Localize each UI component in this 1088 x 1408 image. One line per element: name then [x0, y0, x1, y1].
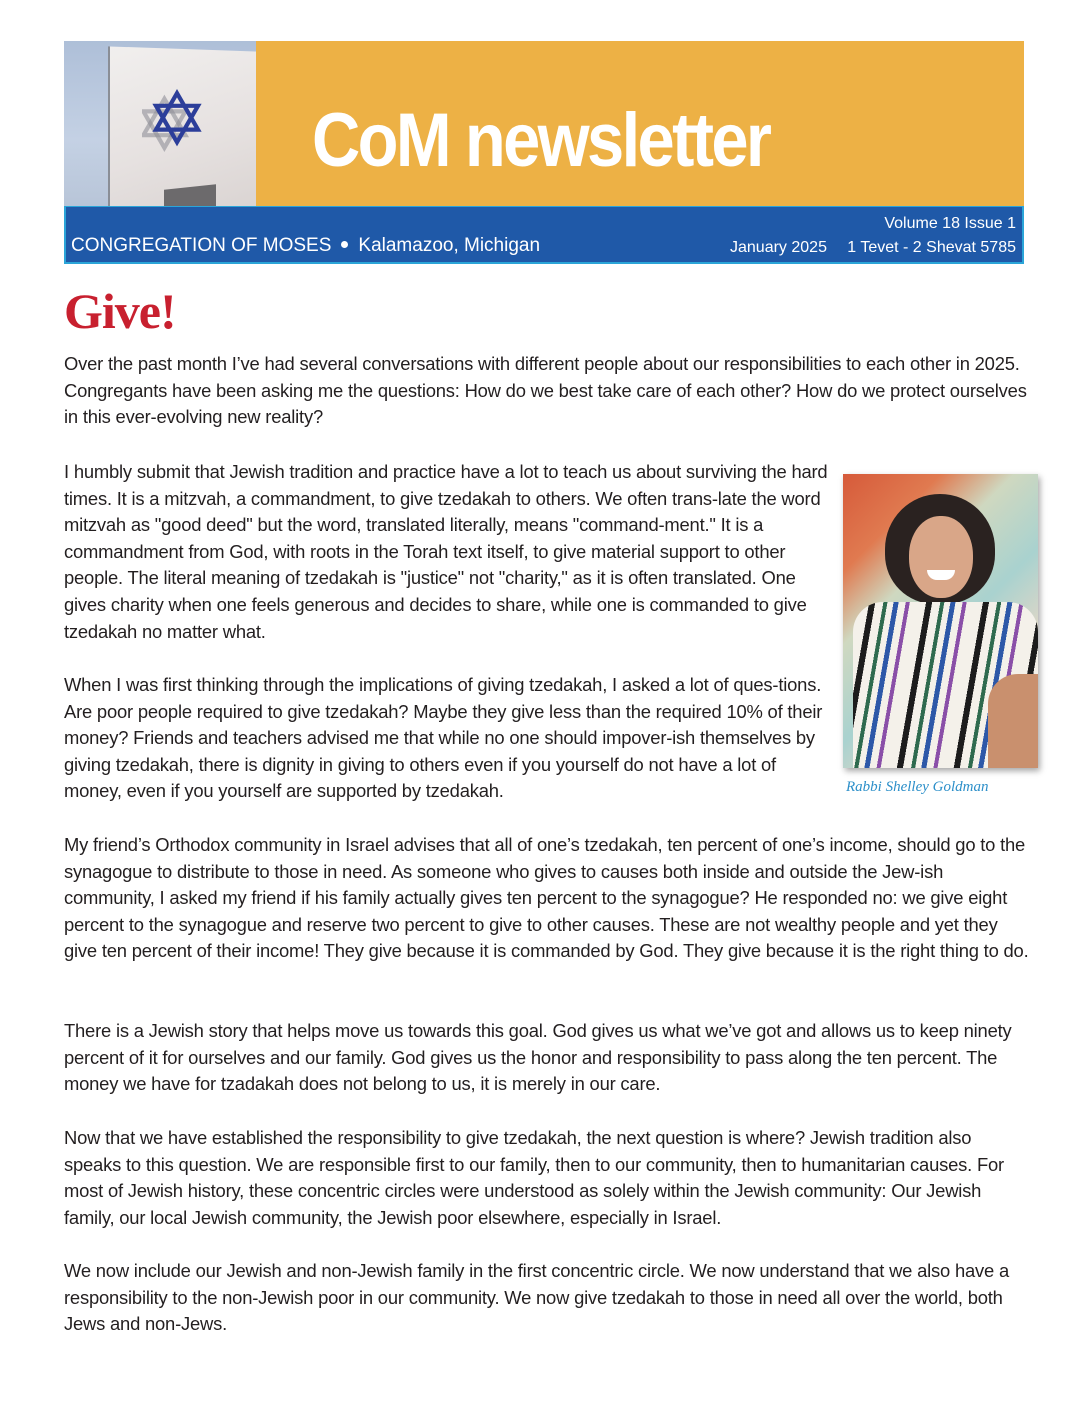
paragraph-text: There is a Jewish story that helps move us towards this goal. God gives us what we’ve got and allows us to keep ninety percent of it for ourselves and our family. God gives us the honor and responsibility to pass along the ten percent. The money we have for tzadakah does not belong to us, it is merely in our care.: [64, 1020, 1012, 1095]
article-paragraph: [64, 1125, 1029, 1231]
article-paragraph: [64, 459, 829, 645]
hebrew-date: 1 Tevet - 2 Shevat 5785: [847, 239, 1016, 256]
issue-date: January 2025: [730, 239, 827, 256]
article-paragraph: [64, 1018, 1029, 1098]
paragraph-text: When I was first thinking through the implications of giving tzedakah, I asked a lot of ques-tions. Are poor people required to give tzedakah? Maybe they give less than the required 10% of their money? Friends and teachers advised me that while no one should impover-ish themselves by giving tzedakah, there is dignity in giving to others even if you yourself do not have a lot of money, even if you yourself are supported by tzedakah.: [64, 674, 823, 802]
paragraph-text: Over the past month I’ve had several conversations with different people about our responsibilities to each other in 2025. Congregants have been asking me the questions: How do we best take care of each other? How do we protect ourselves in this ever-evolving new reality?: [64, 353, 1027, 428]
synagogue-photo: [64, 41, 256, 206]
newsletter-title: CoM newsletter: [312, 98, 770, 183]
bullet-separator-icon: [341, 241, 348, 248]
organization-name: CONGREGATION OF MOSES: [71, 235, 332, 256]
photo-caption: Rabbi Shelley Goldman: [846, 779, 989, 795]
volume-issue: Volume 18 Issue 1: [884, 215, 1016, 232]
rabbi-portrait-photo: [843, 474, 1038, 768]
paragraph-text: Now that we have established the responsibility to give tzedakah, the next question is where? Jewish tradition also speaks to this question. We are responsible first to our family, then to our community, then to humanitarian causes. For most of Jewish history, these concentric circles were understood as solely within the Jewish community: Our Jewish family, our local Jewish community, the Jewish poor elsewhere, especially in Israel.: [64, 1127, 1004, 1228]
organization-line: [71, 235, 540, 257]
article-paragraph: [64, 672, 829, 805]
article-paragraph: [64, 1258, 1029, 1338]
title-bar: [256, 41, 1024, 206]
paragraph-text: We now include our Jewish and non-Jewish family in the first concentric circle. We now understand that we also have a responsibility to the non-Jewish poor in our community. We now give tzedakah to those in need all over the world, both Jews and non-Jews.: [64, 1260, 1009, 1335]
paragraph-text: I humbly submit that Jewish tradition and practice have a lot to teach us about surviving the hard times. It is a mitzvah, a commandment, to give tzedakah to others. We often trans-late the word mitzvah as "good deed" but the word, translated literally, means "command-ment." It is a commandment from God, with roots in the Torah text itself, to give material support to other people. The literal meaning of tzedakah is "justice" not "charity," as it is often translated. One gives charity when one feels generous and decides to share, while one is commanded to give tzedakah no matter what.: [64, 461, 828, 642]
article-paragraph: [64, 351, 1029, 431]
newsletter-masthead: [64, 41, 1024, 263]
info-bar: [64, 206, 1024, 264]
star-of-david-icon: [142, 89, 212, 159]
paragraph-text: My friend’s Orthodox community in Israel advises that all of one’s tzedakah, ten percent of one’s income, should go to the synagogue to distribute to those in need. As someone who gives to causes both inside and outside the Jew-ish community, I asked my friend if his family actually gives ten percent to the synagogue? He responded no: we give eight percent to the synagogue and reserve two percent to give to other causes. These are not wealthy people and yet they give ten percent of their income! They give because it is commanded by God. They give because it is the right thing to do.: [64, 834, 1029, 962]
location: Kalamazoo, Michigan: [358, 235, 541, 256]
portrait-face: [909, 516, 973, 598]
portrait-arm: [988, 674, 1038, 768]
article-title: Give!: [64, 283, 176, 339]
article-paragraph: [64, 832, 1029, 965]
